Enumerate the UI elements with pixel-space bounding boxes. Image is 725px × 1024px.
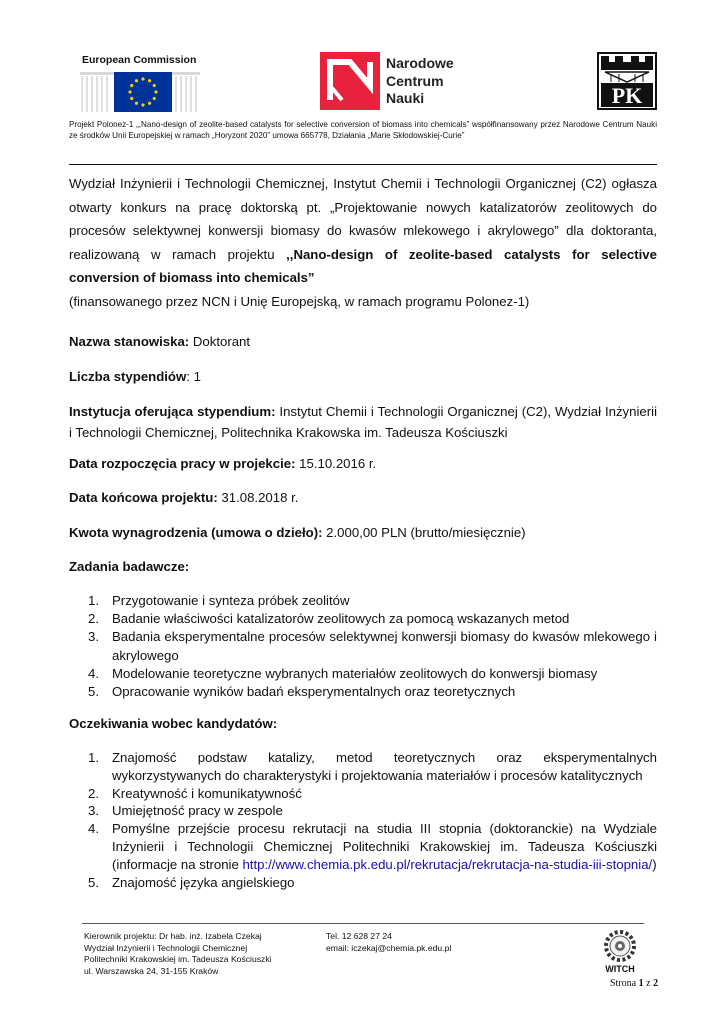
eu-star-icon (148, 79, 151, 82)
intro-text: Wydział Inżynierii i Technologii Chemicznej, Instytut Chemii i Technologii Organicznej (C2) ogłasza otwarty konkurs na pracę doktorską pt. „Projektowanie nowych katalizatorów zeolitowych do procesów selektywnej konwersji biomasy do kwasów mlekowego i akrylowego” dla doktoranta, realizowaną w ramach projektu (69, 176, 657, 262)
list-text: Umiejętność pracy w zespole (112, 803, 283, 819)
scholarships-label: Liczba stypendiów (69, 369, 187, 384)
list-text: Opracowanie wyników badań eksperymentalnych oraz teoretycznych (112, 684, 516, 700)
expectations-heading-text: Oczekiwania wobec kandydatów: (69, 716, 278, 731)
eu-star-icon (128, 90, 131, 93)
start-date-label: Data rozpoczęcia pracy w projekcie: (69, 456, 296, 471)
list-text: Przygotowanie i synteza próbek zeolitów (112, 593, 350, 608)
tasks-heading-text: Zadania badawcze: (69, 559, 190, 574)
position-label: Nazwa stanowiska: (69, 334, 190, 349)
list-number: 4. (88, 821, 99, 837)
institution-field (69, 401, 657, 443)
eu-flag-icon (114, 72, 172, 112)
expectations-list (88, 749, 657, 891)
list-item (88, 628, 657, 664)
footer-line: ul. Warszawska 24, 31-155 Kraków (84, 965, 219, 976)
ncn-line-1: Narodowe (386, 55, 454, 71)
list-item (88, 874, 657, 892)
european-commission-title: European Commission (82, 54, 197, 66)
eu-star-icon (141, 103, 144, 106)
list-text: Znajomość języka angielskiego (112, 874, 295, 890)
footer-phone: Tel. 12 628 27 24 (326, 931, 392, 941)
list-item (88, 610, 657, 628)
list-text: Modelowanie teoretyczne wybranych materiałów zeolitowych do konwersji biomasy (112, 665, 598, 681)
list-number: 5. (88, 874, 99, 890)
ncn-line-2: Centrum (386, 72, 444, 89)
start-date-field (69, 454, 657, 474)
ncn-name (386, 55, 454, 108)
ncn-emblem-icon (320, 52, 380, 110)
tasks-heading (69, 557, 657, 577)
eu-star-icon (130, 84, 133, 87)
end-date-label: Data końcowa projektu: (69, 490, 218, 505)
start-date-value: 15.10.2016 r. (295, 456, 377, 471)
footer-email[interactable]: email: iczekaj@chemia.pk.edu.pl (326, 942, 452, 953)
salary-field (69, 523, 657, 543)
project-funding-note: Projekt Polonez-1 „,Nano-design of zeolite-based catalysts for selective conversion of biomass into chemicals” współfinansowany przez Narodowe Centrum Nauki ze środków Unii Europejskiej w ramach „Horyzont 2020” umowa 665778, Działania „Marie Skłodowskiej-Curie” (69, 120, 657, 140)
witch-logo (590, 926, 650, 974)
project-title: ,,Nano-design of zeolite-based catalysts for selective conversion of biomass into chemicals” (69, 246, 657, 285)
eu-star-icon (153, 84, 156, 87)
list-number: 3. (88, 803, 99, 819)
list-item (88, 785, 657, 803)
tasks-list (88, 592, 657, 701)
eu-star-icon (130, 97, 133, 100)
funding-text: (finansowanego przez NCN i Unię Europejską, w ramach programu Polonez-1) (69, 293, 530, 309)
eu-star-icon (135, 79, 138, 82)
page-number (610, 978, 658, 989)
position-field (69, 332, 657, 352)
intro-paragraph (69, 172, 657, 313)
end-date-value: 31.08.2018 r. (217, 490, 299, 505)
list-number: 5. (88, 684, 99, 700)
expectation-text: Pomyślne przejście procesu rekrutacji na studia III stopnia (doktoranckie) na Wydziale Inżynierii i Technologii Chemicznej Politechniki Krakowskiej im. Tadeusza Kościuszki (informacje na stronie (112, 821, 657, 872)
list-item (88, 665, 657, 683)
list-number: 4. (88, 665, 99, 681)
list-text: Badanie właściwości katalizatorów zeolitowych za pomocą wskazanych metod (112, 611, 570, 627)
list-item (88, 820, 657, 873)
scholarships-field (69, 367, 657, 387)
pk-logo (597, 52, 657, 110)
eu-star-icon (141, 77, 144, 80)
recruitment-link[interactable]: http://www.chemia.pk.edu.pl/rekrutacja/rekrutacja-na-studia-iii-stopnia/ (242, 856, 653, 872)
list-item (88, 592, 657, 610)
witch-label: WITCH (605, 964, 635, 974)
scholarships-value: : 1 (186, 369, 201, 384)
list-text: Kreatywność i komunikatywność (112, 785, 302, 801)
page-separator: z (643, 978, 654, 989)
page-total: 2 (653, 978, 659, 989)
eu-star-icon (153, 97, 156, 100)
eu-star-icon (135, 102, 138, 105)
pk-letters: PK (611, 83, 643, 108)
list-number: 2. (88, 785, 99, 801)
ncn-logo (320, 52, 460, 112)
list-text (112, 820, 657, 873)
list-item (88, 683, 657, 701)
list-item (88, 749, 657, 785)
pk-crest-icon (597, 52, 657, 110)
list-number: 1. (88, 750, 99, 765)
footer-contact-address (84, 931, 272, 977)
list-number: 3. (88, 629, 99, 645)
list-text: Znajomość podstaw katalizy, metod teoretycznych oraz eksperymentalnych wykorzystywanych do charakterystyki i projektowania materiałów i procesów katalitycznych (112, 750, 657, 783)
eu-star-icon (154, 90, 157, 93)
end-date-field (69, 488, 657, 508)
footer-line: Wydział Inżynierii i Technologii Chemicznej (84, 942, 248, 953)
eu-star-icon (148, 102, 151, 105)
footer-line: Politechniki Krakowskiej im. Tadeusza Kościuszki (84, 954, 272, 965)
page-prefix: Strona (610, 978, 639, 989)
salary-value: 2.000,00 PLN (brutto/miesięcznie) (322, 525, 526, 540)
european-commission-logo (80, 52, 200, 112)
gear-icon (590, 926, 650, 974)
list-text: Badania eksperymentalne procesów selektywnej konwersji biomasy do kwasów mlekowego i akrylowego (112, 629, 657, 663)
list-item (88, 802, 657, 820)
salary-label: Kwota wynagrodzenia (umowa o dzieło): (69, 525, 323, 540)
footer-line: Kierownik projektu: Dr hab. inż. Izabela Czekaj (84, 931, 262, 941)
page-current: 1 (638, 978, 644, 989)
header-divider (69, 164, 657, 165)
list-number: 2. (88, 611, 99, 627)
institution-label: Instytucja oferująca stypendium: (69, 404, 276, 419)
position-value: Doktorant (189, 334, 251, 349)
institution-value: Instytut Chemii i Technologii Organicznej (C2), Wydział Inżynierii i Technologii Chemicznej, Politechnika Krakowska im. Tadeusza Kościuszki (69, 404, 657, 440)
ncn-line-3: Nauki (386, 90, 425, 106)
footer-divider (82, 923, 644, 924)
expectation-text-after: ) (652, 856, 657, 872)
expectations-heading (69, 714, 657, 734)
footer-contact-info (326, 931, 451, 954)
list-number: 1. (88, 593, 99, 608)
